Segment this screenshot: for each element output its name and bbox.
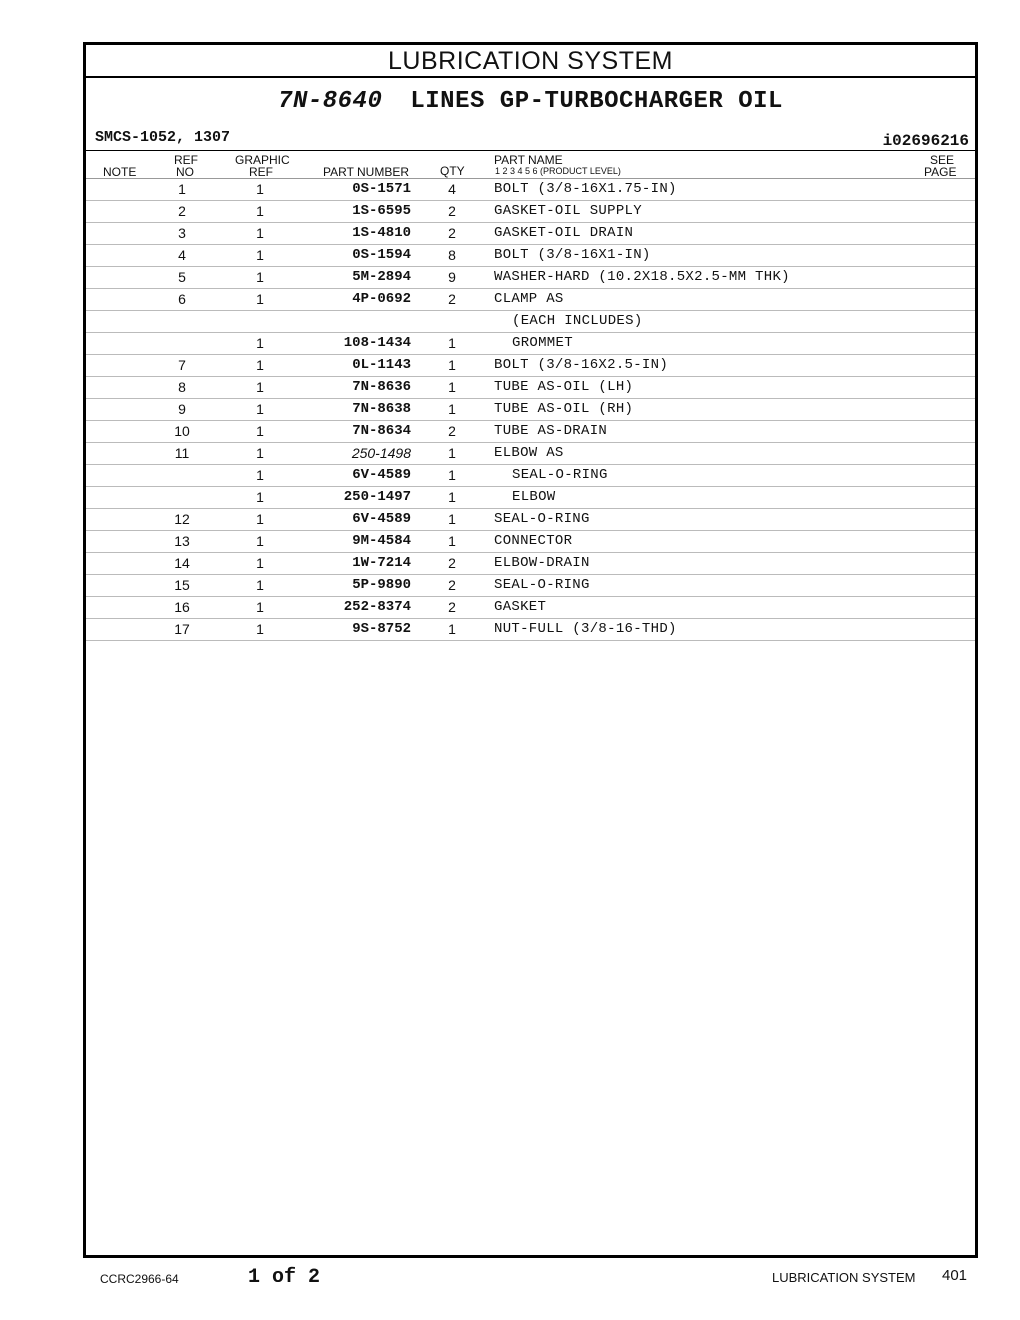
table-row (86, 465, 975, 487)
part-number: 250-1497 (343, 489, 411, 505)
table-row (86, 575, 975, 597)
table-row (86, 355, 975, 377)
group-name: LINES GP-TURBOCHARGER OIL (410, 88, 783, 115)
col-note: NOTE (103, 165, 137, 179)
part-name: BOLT (3/8-16X2.5-IN) (494, 357, 669, 373)
col-graphic-line1: GRAPHIC (235, 153, 290, 167)
ref-number: 11 (174, 445, 190, 461)
col-qty: QTY (440, 164, 465, 178)
part-name: (EACH INCLUDES) (512, 313, 643, 329)
ref-number: 3 (178, 225, 186, 241)
ref-number: 5 (178, 269, 186, 285)
graphic-ref: 1 (256, 511, 264, 527)
quantity: 1 (448, 489, 456, 505)
part-number: 250-1498 (351, 445, 411, 461)
table-row (86, 509, 975, 531)
meta-bar (86, 120, 975, 151)
ref-number: 4 (178, 247, 186, 263)
quantity: 1 (448, 621, 456, 637)
part-number: 9S-8752 (352, 621, 411, 637)
graphic-ref: 1 (256, 577, 264, 593)
footer-section: LUBRICATION SYSTEM (772, 1270, 916, 1285)
quantity: 1 (448, 357, 456, 373)
col-see-line1: SEE (930, 153, 955, 167)
table-row (86, 597, 975, 619)
table-row (86, 267, 975, 289)
part-number: 5P-9890 (352, 577, 411, 593)
part-number: 7N-8638 (352, 401, 411, 417)
graphic-ref: 1 (256, 181, 264, 197)
section-title: LUBRICATION SYSTEM (86, 45, 975, 78)
part-number: 0S-1594 (352, 247, 411, 263)
table-row (86, 531, 975, 553)
graphic-ref: 1 (256, 489, 264, 505)
part-name: SEAL-O-RING (494, 577, 590, 593)
graphic-ref: 1 (256, 247, 264, 263)
part-name: ELBOW-DRAIN (494, 555, 590, 571)
table-row (86, 201, 975, 223)
graphic-ref: 1 (256, 445, 264, 461)
ref-number: 15 (174, 577, 190, 593)
table-row (86, 399, 975, 421)
quantity: 2 (448, 423, 456, 439)
part-name: BOLT (3/8-16X1-IN) (494, 247, 651, 263)
group-title (86, 78, 975, 120)
table-row (86, 619, 975, 641)
quantity: 4 (448, 181, 456, 197)
quantity: 2 (448, 291, 456, 307)
part-number: 6V-4589 (352, 467, 411, 483)
col-graphic-line2: REF (249, 165, 273, 179)
part-name: TUBE AS-DRAIN (494, 423, 608, 439)
part-number: 5M-2894 (352, 269, 411, 285)
part-number: 1S-6595 (352, 203, 411, 219)
table-row (86, 311, 975, 333)
graphic-ref: 1 (256, 621, 264, 637)
col-product-levels: 1 2 3 4 5 6 (PRODUCT LEVEL) (495, 166, 621, 176)
quantity: 1 (448, 533, 456, 549)
table-row (86, 377, 975, 399)
part-name: GASKET (494, 599, 547, 615)
part-number: 1W-7214 (352, 555, 411, 571)
part-name: GASKET-OIL SUPPLY (494, 203, 642, 219)
table-row (86, 421, 975, 443)
quantity: 2 (448, 225, 456, 241)
graphic-ref: 1 (256, 423, 264, 439)
parts-list (86, 179, 975, 641)
ref-number: 6 (178, 291, 186, 307)
part-name: TUBE AS-OIL (LH) (494, 379, 634, 395)
col-ref-line2: NO (176, 165, 194, 179)
part-name: SEAL-O-RING (494, 511, 590, 527)
graphic-ref: 1 (256, 379, 264, 395)
part-name: GROMMET (512, 335, 573, 351)
part-name: NUT-FULL (3/8-16-THD) (494, 621, 677, 637)
ref-number: 17 (174, 621, 190, 637)
part-number: 252-8374 (343, 599, 411, 615)
graphic-ref: 1 (256, 225, 264, 241)
quantity: 2 (448, 599, 456, 615)
part-name: ELBOW (512, 489, 556, 505)
column-headers (86, 151, 975, 179)
part-name: BOLT (3/8-16X1.75-IN) (494, 181, 677, 197)
part-number: 0L-1143 (352, 357, 411, 373)
graphic-ref: 1 (256, 401, 264, 417)
table-row (86, 245, 975, 267)
part-name: WASHER-HARD (10.2X18.5X2.5-MM THK) (494, 269, 790, 285)
part-name: GASKET-OIL DRAIN (494, 225, 634, 241)
table-row (86, 553, 975, 575)
table-row (86, 289, 975, 311)
graphic-ref: 1 (256, 357, 264, 373)
quantity: 1 (448, 379, 456, 395)
ref-number: 14 (174, 555, 190, 571)
ref-number: 7 (178, 357, 186, 373)
part-name: ELBOW AS (494, 445, 564, 461)
table-row (86, 487, 975, 509)
quantity: 1 (448, 335, 456, 351)
part-name: TUBE AS-OIL (RH) (494, 401, 634, 417)
table-row (86, 333, 975, 355)
footer-page-of: 1 of 2 (248, 1266, 321, 1289)
group-part-number: 7N-8640 (278, 88, 383, 115)
page-footer (0, 1265, 1020, 1295)
ref-number: 12 (174, 511, 190, 527)
graphic-ref: 1 (256, 291, 264, 307)
ref-number: 13 (174, 533, 190, 549)
document-identifier: i02696216 (882, 132, 969, 150)
part-number: 0S-1571 (352, 181, 411, 197)
footer-page-number: 401 (942, 1267, 968, 1284)
col-part-number: PART NUMBER (323, 165, 410, 179)
col-part-name: PART NAME (494, 153, 563, 167)
graphic-ref: 1 (256, 203, 264, 219)
table-row (86, 179, 975, 201)
quantity: 2 (448, 555, 456, 571)
graphic-ref: 1 (256, 599, 264, 615)
quantity: 1 (448, 511, 456, 527)
graphic-ref: 1 (256, 467, 264, 483)
quantity: 2 (448, 577, 456, 593)
graphic-ref: 1 (256, 335, 264, 351)
footer-code: CCRC2966-64 (100, 1272, 179, 1286)
table-row (86, 443, 975, 465)
part-number: 7N-8634 (352, 423, 411, 439)
part-number: 1S-4810 (352, 225, 411, 241)
part-number: 6V-4589 (352, 511, 411, 527)
ref-number: 9 (178, 401, 186, 417)
quantity: 1 (448, 445, 456, 461)
graphic-ref: 1 (256, 533, 264, 549)
part-name: CLAMP AS (494, 291, 564, 307)
quantity: 1 (448, 401, 456, 417)
part-number: 108-1434 (343, 335, 411, 351)
quantity: 9 (448, 269, 456, 285)
table-row (86, 223, 975, 245)
graphic-ref: 1 (256, 269, 264, 285)
ref-number: 2 (178, 203, 186, 219)
smcs-code: SMCS-1052, 1307 (95, 129, 231, 146)
part-name: SEAL-O-RING (512, 467, 608, 483)
quantity: 2 (448, 203, 456, 219)
quantity: 1 (448, 467, 456, 483)
part-number: 7N-8636 (352, 379, 411, 395)
col-see-line2: PAGE (924, 165, 957, 179)
part-number: 9M-4584 (352, 533, 411, 549)
part-number: 4P-0692 (352, 291, 411, 307)
graphic-ref: 1 (256, 555, 264, 571)
part-name: CONNECTOR (494, 533, 573, 549)
col-ref-line1: REF (174, 153, 198, 167)
ref-number: 10 (174, 423, 190, 439)
ref-number: 1 (178, 181, 186, 197)
ref-number: 16 (174, 599, 190, 615)
parts-page-frame (83, 42, 978, 1258)
ref-number: 8 (178, 379, 186, 395)
quantity: 8 (448, 247, 456, 263)
